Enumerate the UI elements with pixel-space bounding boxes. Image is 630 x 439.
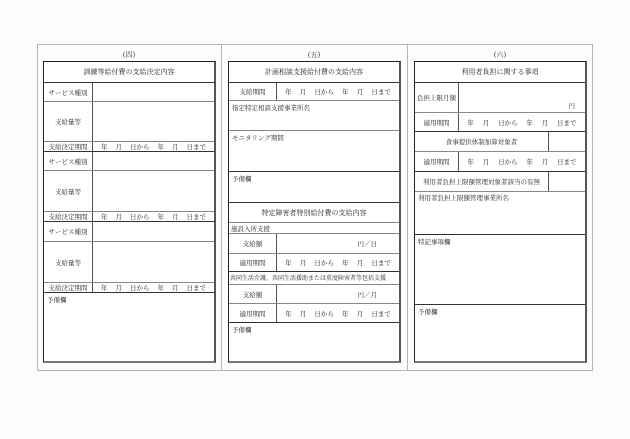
amount-label: 支給量等 [44, 171, 93, 211]
notes-label: 予備欄 [232, 175, 252, 183]
panel-divider [407, 44, 408, 371]
limit-label: 負担上限月額 [415, 83, 459, 112]
office-label: 指定特定相談支援事業所名 [232, 104, 310, 112]
day-until-label: 日まで [186, 213, 206, 221]
amount-label: 支給量等 [44, 102, 93, 141]
day-from-label: 日から [130, 284, 150, 292]
notes-row[interactable] [415, 304, 585, 361]
section-title: 計画相談支援給付費の支給内容 [265, 68, 363, 76]
period-label: 支給期間 [229, 83, 277, 100]
month-label: 月 [356, 309, 364, 318]
notes-row[interactable] [229, 322, 399, 361]
panel-divider [221, 44, 222, 371]
month-label: 月 [172, 143, 179, 151]
mgmt-target-label: 利用者負担上限額管理対象者該当の有無 [415, 172, 549, 191]
year-label: 年 [101, 284, 108, 292]
benefit-decision-box [43, 61, 216, 363]
year-label: 年 [526, 158, 533, 166]
amount-field[interactable] [93, 242, 214, 282]
facility-period-row [229, 253, 399, 271]
year-label: 年 [157, 143, 164, 151]
office-row[interactable] [229, 100, 399, 130]
monitoring-row[interactable] [229, 130, 399, 171]
special-section-title: 特定障害者特別給付費の支給内容 [261, 208, 367, 217]
year-label: 年 [342, 259, 349, 267]
day-from-label: 日から [314, 309, 334, 318]
section-title: 利用者負担に関する事項 [461, 68, 539, 76]
year-label: 年 [285, 88, 292, 96]
meal-period-field[interactable] [459, 152, 585, 171]
mgmt-target-field[interactable] [549, 172, 585, 191]
shared-period-label: 適用期間 [229, 304, 277, 322]
notes-label: 予備欄 [232, 326, 252, 334]
shared-period-field[interactable] [277, 304, 399, 322]
month-label: 月 [115, 143, 122, 151]
month-label: 月 [115, 213, 122, 221]
limit-period-field[interactable] [459, 113, 585, 131]
day-until-label: 日まで [557, 118, 577, 127]
monitoring-label: モニタリング期間 [232, 134, 284, 142]
day-until-label: 日まで [371, 259, 391, 267]
yen-per-day-unit: 円／日 [357, 240, 377, 248]
day-from-label: 日から [130, 143, 150, 151]
panel-label-6: (六) [493, 51, 507, 59]
month-label: 月 [482, 158, 490, 166]
month-label: 月 [541, 158, 549, 166]
period-row [44, 211, 214, 221]
year-label: 年 [101, 213, 108, 221]
limit-row [415, 82, 585, 112]
year-label: 年 [467, 118, 474, 127]
year-label: 年 [101, 143, 108, 151]
facility-amount-label: 支給額 [229, 234, 277, 253]
shared-living-row [229, 271, 399, 284]
day-from-label: 日から [314, 88, 334, 96]
amount-row [44, 170, 214, 211]
period-field[interactable] [277, 83, 399, 100]
month-label: 月 [482, 118, 490, 127]
yen-unit: 円 [568, 102, 575, 110]
month-label: 月 [115, 284, 122, 292]
facility-label: 施設入所支援 [231, 225, 270, 233]
year-label: 年 [157, 213, 164, 221]
year-label: 年 [526, 118, 533, 127]
year-label: 年 [342, 309, 349, 318]
period-label: 支給決定期間 [44, 142, 93, 151]
period-label: 支給決定期間 [44, 283, 93, 292]
month-label: 月 [299, 88, 307, 96]
service-type-row [44, 151, 214, 170]
amount-row [44, 101, 214, 141]
year-label: 年 [157, 284, 164, 292]
day-from-label: 日から [314, 259, 334, 267]
month-label: 月 [356, 259, 364, 267]
facility-row [229, 222, 399, 233]
period-field[interactable] [93, 142, 214, 151]
period-label: 支給決定期間 [44, 212, 93, 221]
section-title-row [44, 62, 214, 82]
service-type-field[interactable] [93, 83, 214, 101]
meal-period-row [415, 151, 585, 171]
service-type-row [44, 221, 214, 241]
month-label: 月 [541, 118, 549, 127]
notes-label: 予備欄 [418, 308, 438, 316]
service-type-label: サービス種別 [44, 83, 93, 101]
special-notes-row[interactable] [415, 234, 585, 304]
panel-label-5: (五) [307, 51, 321, 59]
month-label: 月 [356, 88, 364, 96]
amount-field[interactable] [93, 102, 214, 141]
facility-period-label: 適用期間 [229, 254, 277, 271]
special-notes-label: 特記事項欄 [418, 238, 451, 246]
section-title-row [415, 62, 585, 82]
day-until-label: 日まで [557, 158, 577, 166]
year-label: 年 [285, 309, 292, 318]
day-from-label: 日から [498, 158, 518, 166]
month-label: 月 [299, 259, 307, 267]
service-type-label: サービス種別 [44, 152, 93, 170]
year-label: 年 [467, 158, 474, 166]
section-title: 訓練等給付費の支給決定内容 [83, 68, 175, 76]
period-row [44, 282, 214, 292]
notes-row[interactable] [229, 171, 399, 202]
day-until-label: 日まで [186, 143, 206, 151]
facility-amount-row [229, 233, 399, 253]
limit-period-row [415, 112, 585, 131]
plan-consultation-box [228, 61, 401, 363]
yen-per-month-unit: 円／月 [357, 290, 377, 299]
service-type-field[interactable] [93, 152, 214, 170]
meal-label: 食事提供体制加算対象者 [415, 132, 549, 151]
year-label: 年 [285, 259, 292, 267]
amount-field[interactable] [93, 171, 214, 211]
shared-period-row [229, 303, 399, 322]
month-label: 月 [172, 284, 179, 292]
day-from-label: 日から [498, 118, 518, 127]
period-row [229, 82, 399, 100]
limit-field[interactable] [459, 83, 585, 112]
day-until-label: 日まで [371, 309, 391, 318]
facility-period-field[interactable] [277, 254, 399, 271]
service-type-row [44, 82, 214, 101]
facility-amount-field[interactable] [277, 234, 399, 253]
period-row [44, 141, 214, 151]
section-title-row [229, 62, 399, 82]
month-label: 月 [299, 309, 307, 318]
mgmt-office-row[interactable] [415, 191, 585, 234]
month-label: 月 [172, 213, 179, 221]
shared-living-label: 共同生活介護、共同生活援助または重度障害者等包括支援 [230, 275, 387, 282]
mgmt-target-row [415, 171, 585, 191]
service-type-label: サービス種別 [44, 222, 93, 241]
amount-label: 支給量等 [44, 242, 93, 282]
shared-amount-label: 支給額 [229, 285, 277, 303]
meal-field[interactable] [549, 132, 585, 151]
service-type-field[interactable] [93, 222, 214, 241]
day-until-label: 日まで [186, 284, 206, 292]
panel-label-4: (四) [122, 51, 136, 59]
shared-amount-row [229, 284, 399, 303]
amount-row [44, 241, 214, 282]
year-label: 年 [342, 88, 349, 96]
mgmt-office-label: 利用者負担上限額管理事業所名 [418, 194, 509, 202]
shared-amount-field[interactable] [277, 285, 399, 303]
period-field[interactable] [93, 212, 214, 221]
day-from-label: 日から [130, 213, 150, 221]
notes-row[interactable] [44, 292, 214, 361]
day-until-label: 日まで [371, 88, 391, 96]
special-title-row [229, 202, 399, 222]
meal-row [415, 131, 585, 151]
meal-period-label: 適用期間 [415, 152, 459, 171]
limit-period-label: 適用期間 [415, 113, 459, 131]
user-burden-box [414, 61, 587, 363]
period-field[interactable] [93, 283, 214, 292]
notes-label: 予備欄 [47, 296, 67, 304]
